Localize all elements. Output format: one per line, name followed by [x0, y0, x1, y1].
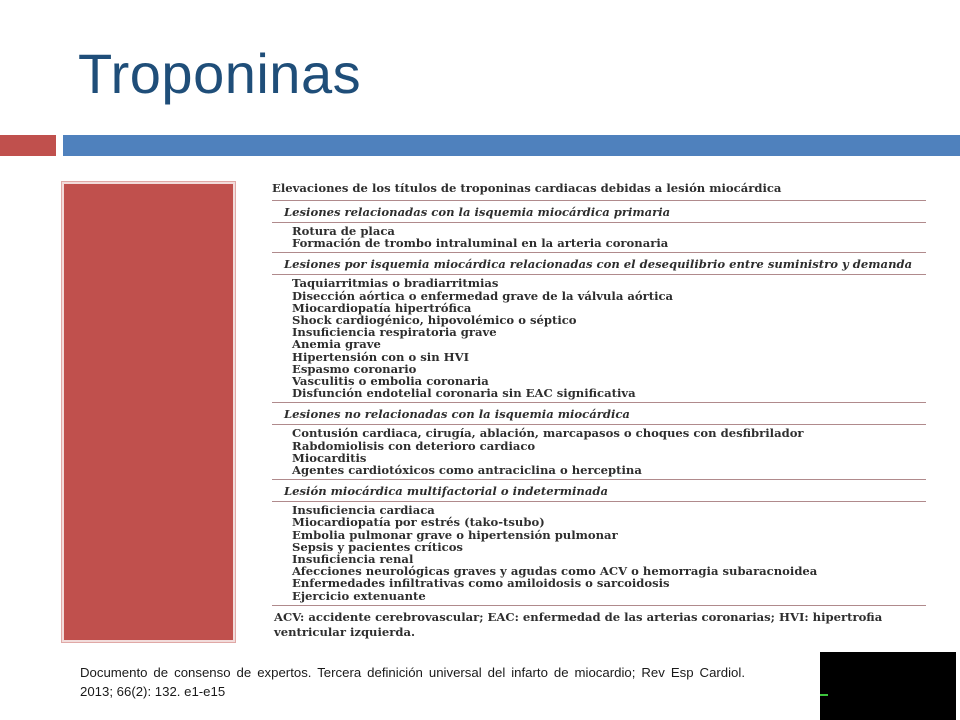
list-item: Rabdomiolisis con deterioro cardiaco: [292, 438, 536, 453]
accent-bar-red: [0, 135, 56, 156]
section-title: Lesiones relacionadas con la isquemia miocárdica primaria: [272, 201, 926, 223]
list-item: Insuficiencia cardiaca: [292, 503, 435, 518]
decorative-panel: [61, 181, 236, 643]
accent-bar-blue: [63, 135, 960, 156]
section-title: Lesiones no relacionadas con la isquemia miocárdica: [272, 403, 926, 425]
list-item: Taquiarritmias o bradiarritmias: [292, 276, 499, 291]
section-items: [272, 275, 926, 403]
list-item: Miocardiopatía hipertrófica: [292, 300, 472, 315]
citation-caption: Documento de consenso de expertos. Tercera definición universal del infarto de miocardio; Rev Esp Cardiol. 2013; 66(2): 132. e1-e15: [80, 665, 745, 699]
section-items: [272, 502, 926, 606]
list-item: Contusión cardiaca, cirugía, ablación, marcapasos o choques con desfibrilador: [292, 426, 804, 441]
list-item: Insuficiencia renal: [292, 552, 414, 567]
list-item: Hipertensión con o sin HVI: [292, 349, 470, 364]
list-item: Embolia pulmonar grave o hipertensión pulmonar: [292, 527, 618, 542]
list-item: Espasmo coronario: [292, 361, 417, 376]
table-footnote: ACV: accidente cerebrovascular; EAC: enfermedad de las arterias coronarias; HVI: hipertrofia ventricular izquierda.: [274, 609, 883, 639]
list-item: Agentes cardiotóxicos como antraciclina o herceptina: [292, 463, 642, 478]
list-item: Insuficiencia respiratoria grave: [292, 325, 497, 340]
list-item: Enfermedades infiltrativas como amiloidosis o sarcoidosis: [292, 576, 670, 591]
list-item: Rotura de placa: [292, 224, 395, 238]
list-item: Miocardiopatía por estrés (tako-tsubo): [292, 515, 545, 530]
list-item: Shock cardiogénico, hipovolémico o séptico: [292, 313, 577, 328]
table-header: Elevaciones de los títulos de troponinas cardiacas debidas a lesión miocárdica: [272, 178, 926, 201]
list-item: Disección aórtica o enfermedad grave de la válvula aórtica: [292, 288, 674, 303]
section-title: Lesión miocárdica multifactorial o indeterminada: [272, 480, 926, 502]
list-item: Disfunción endotelial coronaria sin EAC significativa: [292, 386, 636, 401]
troponin-table: [272, 178, 926, 640]
section-items: [272, 223, 926, 253]
list-item: Miocarditis: [292, 450, 367, 465]
list-item: Formación de trombo intraluminal en la arteria coronaria: [292, 236, 669, 251]
thumbnail-marker: [820, 694, 828, 696]
list-item: Anemia grave: [292, 337, 381, 352]
slide-title: Troponinas: [78, 42, 362, 105]
video-thumbnail: [820, 652, 956, 720]
list-item: Ejercicio extenuante: [292, 588, 426, 603]
section-items: [272, 425, 926, 480]
list-item: Sepsis y pacientes críticos: [292, 539, 463, 554]
section-title: Lesiones por isquemia miocárdica relacionadas con el desequilibrio entre suministro y demanda: [272, 253, 926, 275]
list-item: Afecciones neurológicas graves y agudas como ACV o hemorragia subaracnoidea: [292, 564, 818, 579]
list-item: Vasculitis o embolia coronaria: [292, 374, 489, 389]
